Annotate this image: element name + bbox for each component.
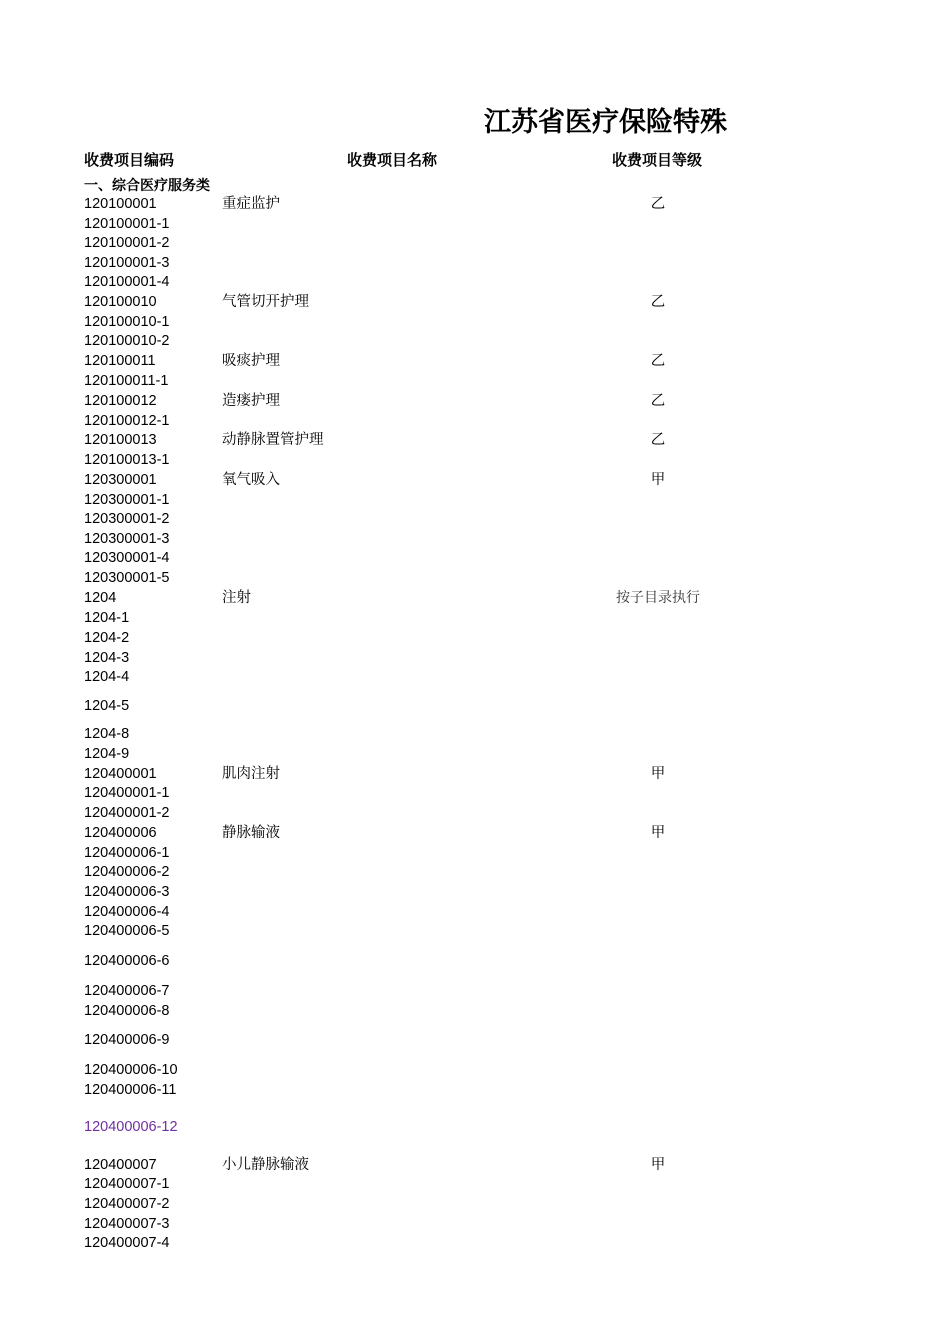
item-code: 120100013 xyxy=(84,432,157,448)
table-row xyxy=(0,1233,950,1253)
item-name: 小儿静脉输液 xyxy=(222,1157,309,1173)
table-row xyxy=(0,588,950,608)
item-code: 120100011-1 xyxy=(84,373,169,389)
section-heading: 一、综合医疗服务类 xyxy=(84,178,210,194)
item-code: 120400006-9 xyxy=(84,1032,170,1048)
item-code: 120100001-3 xyxy=(84,255,170,271)
item-code: 120400001-2 xyxy=(84,805,170,821)
table-row xyxy=(0,1080,950,1100)
table-row xyxy=(0,696,950,716)
column-header-grade: 收费项目等级 xyxy=(612,151,703,169)
item-code: 120400007-2 xyxy=(84,1196,170,1212)
item-code: 1204-8 xyxy=(84,726,130,742)
item-code: 1204-9 xyxy=(84,746,130,762)
item-code: 120100001-1 xyxy=(84,216,170,232)
table-row xyxy=(0,648,950,668)
item-code: 1204-3 xyxy=(84,650,130,666)
table-row xyxy=(0,214,950,234)
item-code: 120400006-10 xyxy=(84,1062,178,1078)
item-grade: 乙 xyxy=(650,196,666,212)
item-code: 1204-2 xyxy=(84,630,130,646)
item-code: 1204 xyxy=(84,590,117,606)
table-row xyxy=(0,548,950,568)
table-row xyxy=(0,450,950,470)
item-code: 120400006-2 xyxy=(84,864,170,880)
table-row xyxy=(0,628,950,648)
column-header-code: 收费项目编码 xyxy=(84,151,175,169)
table-row xyxy=(0,1155,950,1175)
table-row xyxy=(0,292,950,312)
item-name: 动静脉置管护理 xyxy=(222,432,324,448)
table-row xyxy=(0,1060,950,1080)
item-code: 120100010-1 xyxy=(84,314,170,330)
item-code: 120400006-5 xyxy=(84,923,170,939)
item-grade: 乙 xyxy=(650,294,666,310)
item-code: 120400007-4 xyxy=(84,1235,170,1251)
item-code: 120100001-2 xyxy=(84,235,170,251)
item-grade: 甲 xyxy=(650,825,666,841)
item-code: 1204-5 xyxy=(84,698,130,714)
item-name: 气管切开护理 xyxy=(222,294,309,310)
column-header-name: 收费项目名称 xyxy=(347,151,438,169)
table-row xyxy=(0,882,950,902)
table-row xyxy=(0,803,950,823)
item-code: 120100001-4 xyxy=(84,274,170,290)
item-code: 120400006-8 xyxy=(84,1003,170,1019)
item-code: 120400006 xyxy=(84,825,157,841)
item-code: 120300001-2 xyxy=(84,511,170,527)
item-grade: 乙 xyxy=(650,353,666,369)
item-code: 120300001-4 xyxy=(84,550,170,566)
item-grade: 乙 xyxy=(650,393,666,409)
table-row xyxy=(0,509,950,529)
table-row xyxy=(0,371,950,391)
table-row xyxy=(0,921,950,941)
item-code: 120300001-1 xyxy=(84,492,170,508)
table-row xyxy=(0,862,950,882)
item-code: 120100010 xyxy=(84,294,157,310)
table-row xyxy=(0,608,950,628)
table-row xyxy=(0,1117,950,1137)
table-row xyxy=(0,1001,950,1021)
table-row xyxy=(0,667,950,687)
item-code: 120400006-4 xyxy=(84,904,170,920)
item-code: 120100012-1 xyxy=(84,413,170,429)
item-code: 120400006-7 xyxy=(84,983,170,999)
table-row xyxy=(0,312,950,332)
item-grade: 甲 xyxy=(650,472,666,488)
item-code: 120400006-3 xyxy=(84,884,170,900)
table-row xyxy=(0,568,950,588)
item-name: 吸痰护理 xyxy=(222,353,280,369)
item-name: 重症监护 xyxy=(222,196,280,212)
item-name: 氧气吸入 xyxy=(222,472,280,488)
item-name: 静脉输液 xyxy=(222,825,280,841)
table-row xyxy=(0,253,950,273)
table-row xyxy=(0,724,950,744)
table-row xyxy=(0,1194,950,1214)
table-row xyxy=(0,490,950,510)
item-code: 120100001 xyxy=(84,196,157,212)
item-code: 120400006-6 xyxy=(84,953,170,969)
table-row xyxy=(0,529,950,549)
item-name: 肌肉注射 xyxy=(222,766,280,782)
item-code: 120300001 xyxy=(84,472,157,488)
item-code: 120100011 xyxy=(84,353,156,369)
table-row xyxy=(0,411,950,431)
item-code: 120400007 xyxy=(84,1157,157,1173)
table-row xyxy=(0,843,950,863)
item-code: 120300001-5 xyxy=(84,570,170,586)
table-row xyxy=(0,430,950,450)
table-row xyxy=(0,351,950,371)
item-code: 120400006-11 xyxy=(84,1082,177,1098)
document-title: 江苏省医疗保险特殊 xyxy=(484,107,727,138)
item-code: 120400006-12 xyxy=(84,1119,178,1135)
item-name: 注射 xyxy=(222,590,251,606)
item-code: 120100010-2 xyxy=(84,333,170,349)
table-row xyxy=(0,902,950,922)
item-code: 120400001 xyxy=(84,766,157,782)
item-code: 120400007-3 xyxy=(84,1216,170,1232)
table-row xyxy=(0,194,950,214)
table-row xyxy=(0,470,950,490)
item-code: 120400001-1 xyxy=(84,785,170,801)
table-row xyxy=(0,823,950,843)
table-row xyxy=(0,331,950,351)
item-grade: 甲 xyxy=(650,766,666,782)
table-row xyxy=(0,951,950,971)
table-row xyxy=(0,744,950,764)
item-code: 120400007-1 xyxy=(84,1176,170,1192)
table-row xyxy=(0,1174,950,1194)
table-row xyxy=(0,391,950,411)
table-row xyxy=(0,1030,950,1050)
table-row xyxy=(0,783,950,803)
item-name: 造瘘护理 xyxy=(222,393,280,409)
item-grade: 甲 xyxy=(650,1157,666,1173)
table-row xyxy=(0,981,950,1001)
item-code: 120100013-1 xyxy=(84,452,170,468)
table-row xyxy=(0,233,950,253)
item-code: 120300001-3 xyxy=(84,531,170,547)
item-code: 1204-4 xyxy=(84,669,130,685)
table-row xyxy=(0,1214,950,1234)
item-code: 1204-1 xyxy=(84,610,130,626)
item-code: 120400006-1 xyxy=(84,845,170,861)
item-code: 120100012 xyxy=(84,393,157,409)
item-grade: 乙 xyxy=(650,432,666,448)
table-row xyxy=(0,272,950,292)
table-row xyxy=(0,764,950,784)
item-grade: 按子目录执行 xyxy=(616,590,700,606)
